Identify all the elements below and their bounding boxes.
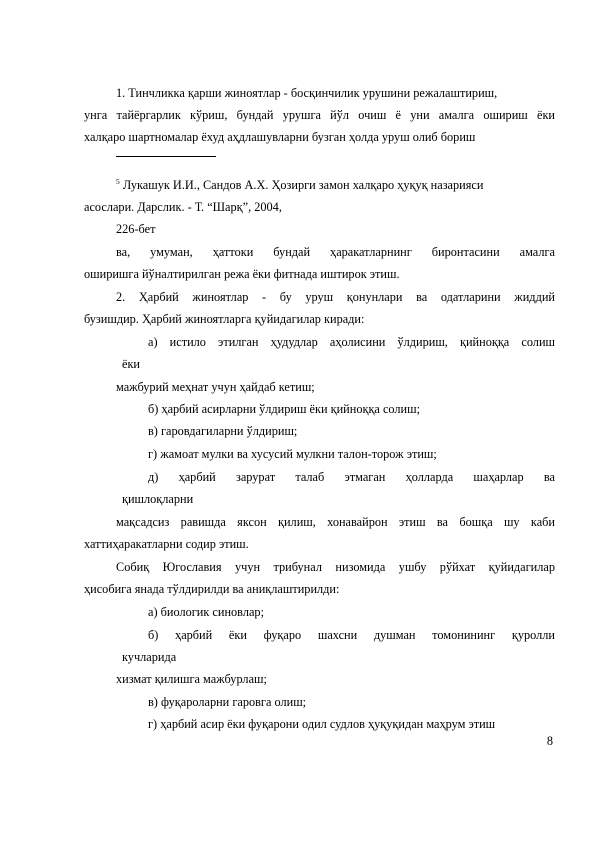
footnote-text: 226-бет [116,222,156,236]
list-item: в) фуқароларни гаровга олиш; [148,695,307,709]
list-item: ёки [122,357,141,371]
footnote [116,178,483,193]
paragraph-line: 1. Тинчликка қарши жиноятлар - босқинчилик урушини режалаштириш, [116,86,498,100]
paragraph-line: оширишга йўналтирилган режа ёки фитнада иштирок этиш. [84,267,400,281]
list-item: кучларида [122,650,177,664]
list-item: б) ҳарбий ёки фуқаро шахсни душман томонининг қуролли [148,628,555,642]
paragraph-line: Собиқ Югославия учун трибунал низомида ушбу рўйхат қуйидагилар [116,560,555,574]
page-number: 8 [546,734,553,748]
paragraph-line: унга тайёргарлик кўриш, бундай урушга йўл очиш ё уни амалга ошириш ёки [84,108,555,122]
footnote-text: асослари. Дарслик. - Т. “Шарқ”, 2004, [84,200,282,214]
list-item: мажбурий меҳнат учун ҳайдаб кетиш; [116,380,315,394]
paragraph-line: 2. Ҳарбий жиноятлар - бу уруш қонунлари ва одатларини жиддий [116,290,555,304]
list-item: а) биологик синовлар; [148,605,264,619]
footnote-mark: 5 [116,176,120,186]
paragraph-line: ҳисобига янада тўлдирилди ва аниқлаштирилди: [84,582,340,596]
footnote-text: Лукашук И.И., Сандов А.Х. Ҳозирги замон халқаро ҳуқуқ назарияси [119,178,484,192]
list-item: а) истило этилган ҳудудлар аҳолисини ўлдириш, қийноққа солиш [148,335,555,349]
list-item: қишлоқларни [122,492,194,506]
list-item: б) ҳарбий асирларни ўлдириш ёки қийноққа солиш; [148,402,421,416]
paragraph-line: бузишдир. Ҳарбий жиноятларга қуйидагилар киради: [84,312,365,326]
list-item: в) гаровдагиларни ўлдириш; [148,424,298,438]
list-item: г) ҳарбий асир ёки фуқарони одил судлов ҳуқуқидан маҳрум этиш [148,717,496,731]
list-item: г) жамоат мулки ва хусусий мулкни талон-торож этиш; [148,447,437,461]
list-item: хизмат қилишга мажбурлаш; [116,672,267,686]
footnote-separator [116,156,216,157]
paragraph-line: ва, умуман, ҳаттоки бундай ҳаракатларнинг биронтасини амалга [116,245,555,259]
paragraph-line: халқаро шартномалар ёхуд аҳдлашувларни бузган ҳолда уруш олиб бориш [84,130,476,144]
paragraph-line: мақсадсиз равишда яксон қилиш, хонавайрон этиш ва бошқа шу каби [116,515,555,529]
paragraph-line: хаттиҳаракатларни содир этиш. [84,537,249,551]
list-item: д) ҳарбий зарурат талаб этмаган ҳолларда шаҳарлар ва [148,470,555,484]
